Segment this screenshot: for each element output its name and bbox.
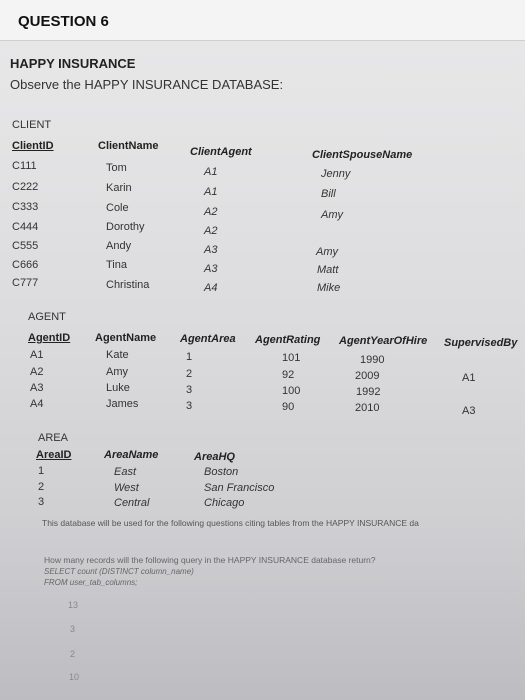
question-prompt: How many records will the following query in the HAPPY INSURANCE database return? <box>44 555 376 565</box>
answer-option-13[interactable]: 13 <box>68 600 79 610</box>
client-header-id: ClientID <box>12 140 54 152</box>
agent-year-cell: 1990 <box>360 354 385 366</box>
sql-line-1: SELECT count (DISTINCT column_name) <box>44 567 194 576</box>
database-title: HAPPY INSURANCE <box>10 56 136 71</box>
agent-supervised-cell: A3 <box>462 405 476 417</box>
client-agent-cell: A4 <box>204 282 218 294</box>
client-name-cell: Andy <box>106 240 132 252</box>
agent-id-cell: A2 <box>30 366 44 378</box>
area-id-cell: 2 <box>38 481 45 493</box>
area-hq-cell: Boston <box>204 466 239 478</box>
answer-option-3[interactable]: 3 <box>70 624 76 634</box>
agent-area-cell: 2 <box>186 368 193 380</box>
client-table-name: CLIENT <box>12 119 52 131</box>
client-id-cell: C555 <box>12 240 39 252</box>
client-header-name: ClientName <box>98 140 159 152</box>
client-id-cell: C666 <box>12 259 39 271</box>
area-name-cell: Central <box>114 497 150 509</box>
client-agent-cell: A1 <box>204 166 218 178</box>
area-header-name: AreaName <box>104 449 159 461</box>
client-name-cell: Tom <box>106 162 127 174</box>
agent-rating-cell: 90 <box>282 401 295 413</box>
client-agent-cell: A1 <box>204 186 218 198</box>
agent-rating-cell: 100 <box>282 385 301 397</box>
agent-year-cell: 2010 <box>355 402 380 414</box>
question-title: QUESTION 6 <box>18 13 109 30</box>
agent-id-cell: A1 <box>30 349 44 361</box>
client-spouse-cell: Matt <box>317 264 339 276</box>
area-hq-cell: San Francisco <box>204 482 275 494</box>
client-spouse-cell: Amy <box>316 246 338 258</box>
agent-header-rating: AgentRating <box>255 334 321 346</box>
area-name-cell: West <box>114 482 139 494</box>
agent-year-cell: 1992 <box>356 386 381 398</box>
agent-id-cell: A3 <box>30 382 44 394</box>
agent-header-area: AgentArea <box>180 333 236 345</box>
client-spouse-cell: Bill <box>321 188 336 200</box>
client-spouse-cell: Amy <box>321 209 343 221</box>
client-agent-cell: A2 <box>204 225 218 237</box>
client-agent-cell: A2 <box>204 206 218 218</box>
agent-area-cell: 3 <box>186 384 193 396</box>
agent-header-supervised: SupervisedBy <box>444 337 518 349</box>
client-header-agent: ClientAgent <box>190 146 252 158</box>
agent-header-id: AgentID <box>28 332 71 344</box>
agent-area-cell: 1 <box>186 351 193 363</box>
client-agent-cell: A3 <box>204 263 218 275</box>
agent-rating-cell: 101 <box>282 352 301 364</box>
agent-header-year: AgentYearOfHire <box>339 335 428 347</box>
agent-name-cell: Luke <box>106 382 130 394</box>
agent-name-cell: James <box>106 398 139 410</box>
client-name-cell: Dorothy <box>106 221 145 233</box>
sql-line-2: FROM user_tab_columns; <box>44 578 138 587</box>
area-hq-cell: Chicago <box>204 497 245 509</box>
client-name-cell: Tina <box>106 259 127 271</box>
database-note: This database will be used for the following questions citing tables from the HAPPY INSURANCE da <box>42 518 419 528</box>
agent-table-name: AGENT <box>28 311 66 323</box>
answer-option-10[interactable]: 10 <box>69 672 80 682</box>
agent-name-cell: Amy <box>106 366 128 378</box>
agent-name-cell: Kate <box>106 349 129 361</box>
client-id-cell: C111 <box>12 160 37 172</box>
area-id-cell: 3 <box>38 496 45 508</box>
agent-year-cell: 2009 <box>355 370 380 382</box>
client-name-cell: Cole <box>106 202 129 214</box>
client-id-cell: C222 <box>12 181 39 193</box>
client-id-cell: C777 <box>12 277 39 289</box>
agent-id-cell: A4 <box>30 398 44 410</box>
area-name-cell: East <box>114 466 137 478</box>
area-id-cell: 1 <box>38 465 45 477</box>
client-spouse-cell: Mike <box>317 282 341 294</box>
client-name-cell: Christina <box>106 279 150 291</box>
agent-area-cell: 3 <box>186 400 193 412</box>
database-instruction: Observe the HAPPY INSURANCE DATABASE: <box>10 77 284 92</box>
agent-header-name: AgentName <box>95 332 157 344</box>
client-agent-cell: A3 <box>204 244 218 256</box>
client-header-spouse: ClientSpouseName <box>312 149 413 161</box>
answer-option-2[interactable]: 2 <box>70 649 76 659</box>
client-id-cell: C444 <box>12 221 39 233</box>
area-header-hq: AreaHQ <box>194 451 235 463</box>
client-name-cell: Karin <box>106 182 132 194</box>
area-header-id: AreaID <box>36 449 72 461</box>
agent-supervised-cell: A1 <box>462 372 476 384</box>
client-id-cell: C333 <box>12 201 39 213</box>
client-spouse-cell: Jenny <box>321 168 351 180</box>
area-table-name: AREA <box>38 432 68 444</box>
agent-rating-cell: 92 <box>282 369 295 381</box>
